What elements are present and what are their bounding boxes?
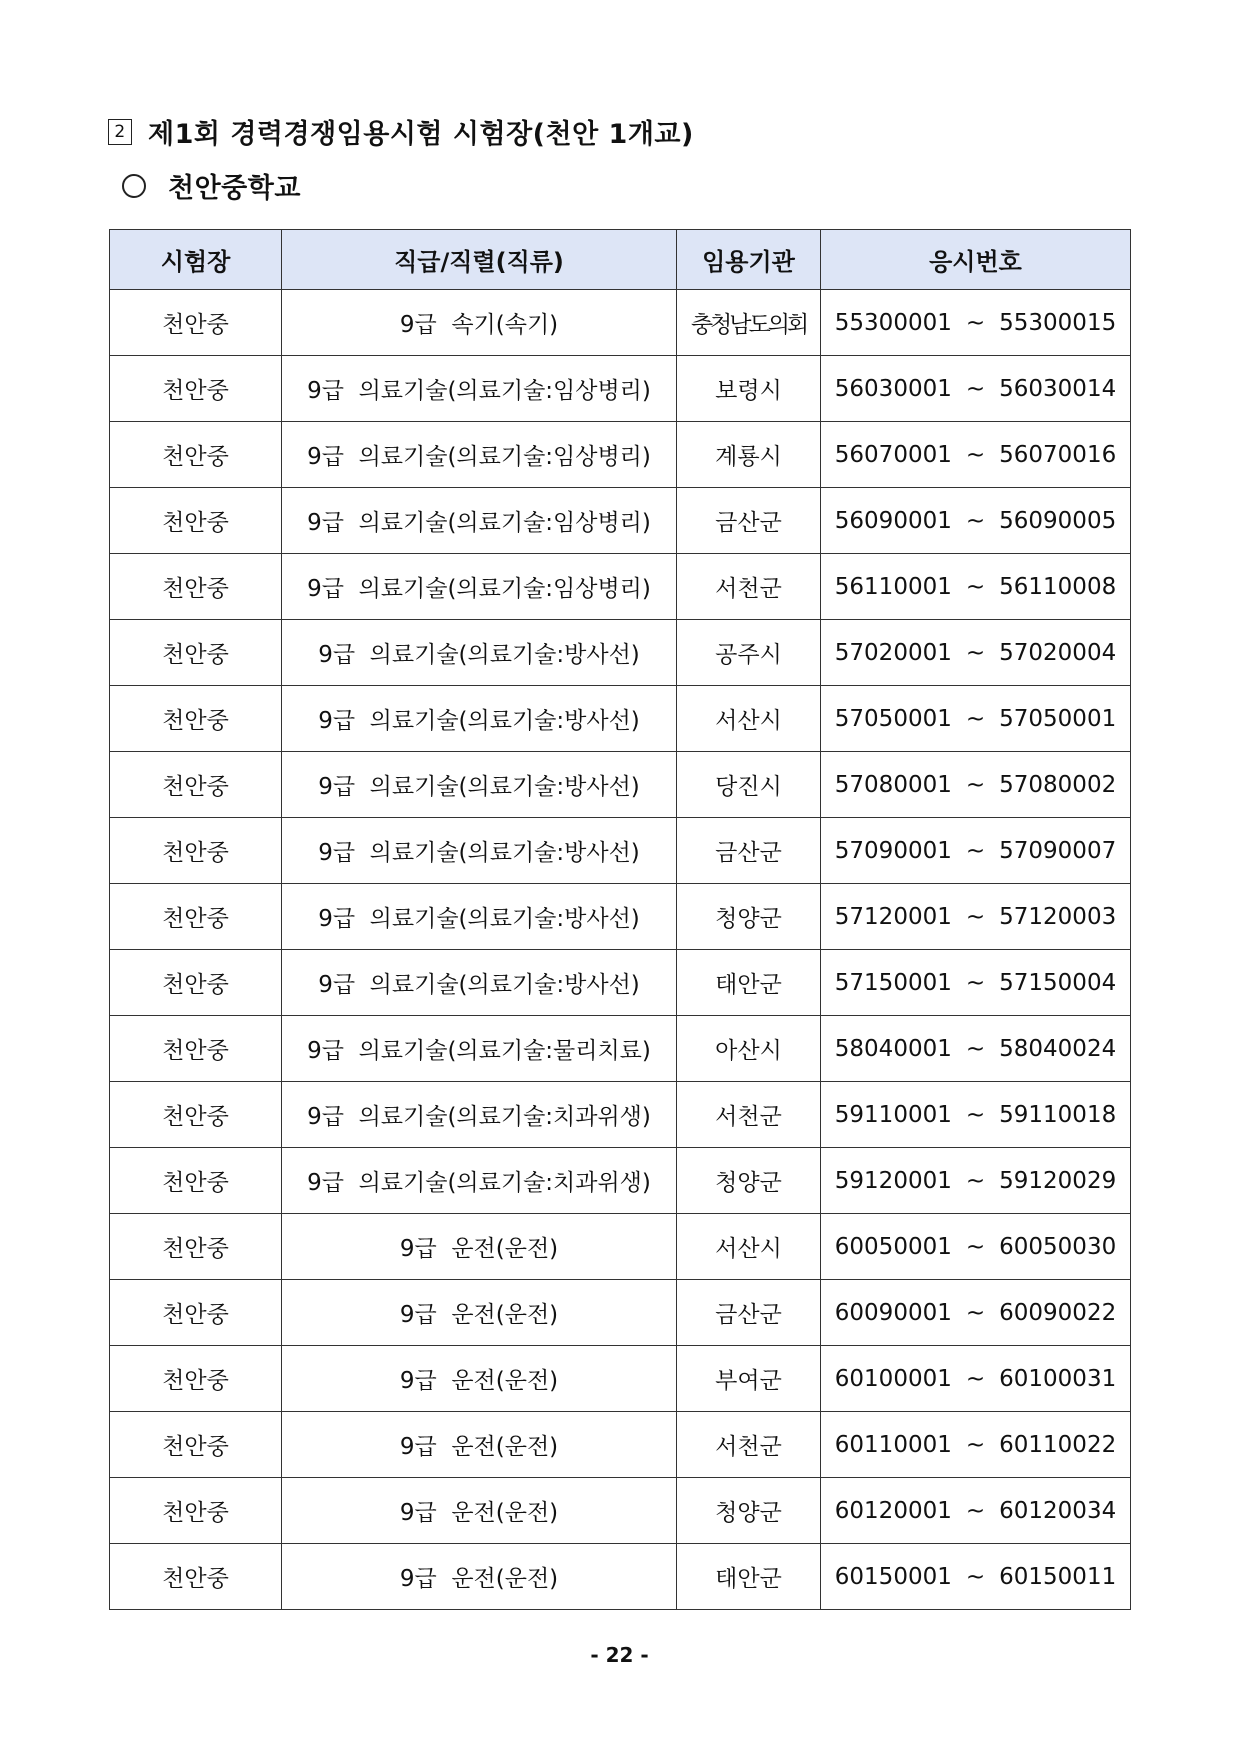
cell-position: 9급 속기(속기) [282,290,677,356]
cell-exam-number-range [821,488,1131,554]
exam-number-end: 56030014 [999,375,1117,402]
exam-number-start: 60110001 [834,1431,952,1458]
table-row [110,686,1131,752]
cell-agency: 아산시 [677,1016,821,1082]
cell-exam-number-range [821,1148,1131,1214]
exam-number-range [821,772,1130,798]
section-heading [108,112,694,151]
exam-number-range [821,1234,1130,1260]
exam-number-start: 56090001 [834,507,952,534]
range-separator: ~ [965,309,986,336]
cell-position: 9급 운전(운전) [282,1214,677,1280]
cell-position: 9급 의료기술(의료기술:방사선) [282,620,677,686]
cell-site: 천안중 [110,950,282,1016]
circle-bullet-icon [122,174,146,198]
range-separator: ~ [965,1563,986,1590]
range-separator: ~ [965,969,986,996]
exam-number-end: 60110022 [999,1431,1117,1458]
cell-site: 천안중 [110,620,282,686]
exam-number-start: 56070001 [834,441,952,468]
exam-number-start: 60100001 [834,1365,952,1392]
cell-agency: 부여군 [677,1346,821,1412]
exam-number-start: 60090001 [834,1299,952,1326]
cell-position: 9급 의료기술(의료기술:치과위생) [282,1148,677,1214]
cell-exam-number-range [821,752,1131,818]
cell-site: 천안중 [110,290,282,356]
cell-site: 천안중 [110,1478,282,1544]
cell-position: 9급 의료기술(의료기술:방사선) [282,686,677,752]
range-separator: ~ [965,1365,986,1392]
cell-position: 9급 의료기술(의료기술:방사선) [282,818,677,884]
range-separator: ~ [965,375,986,402]
exam-number-range [821,376,1130,402]
column-header-site: 시험장 [110,230,282,290]
exam-number-range [821,904,1130,930]
exam-number-start: 55300001 [834,309,952,336]
exam-number-range [821,1366,1130,1392]
cell-exam-number-range [821,686,1131,752]
exam-number-range [821,838,1130,864]
exam-number-range [821,1102,1130,1128]
exam-number-end: 58040024 [999,1035,1117,1062]
exam-number-end: 60090022 [999,1299,1117,1326]
cell-agency: 금산군 [677,488,821,554]
cell-position: 9급 운전(운전) [282,1544,677,1610]
cell-exam-number-range [821,1478,1131,1544]
range-separator: ~ [965,441,986,468]
column-header-agency: 임용기관 [677,230,821,290]
table-row [110,290,1131,356]
exam-number-end: 56090005 [999,507,1117,534]
table-row [110,620,1131,686]
cell-site: 천안중 [110,884,282,950]
exam-number-range [821,442,1130,468]
exam-number-range [821,1168,1130,1194]
cell-site: 천안중 [110,752,282,818]
cell-position: 9급 의료기술(의료기술:방사선) [282,752,677,818]
cell-position: 9급 운전(운전) [282,1478,677,1544]
exam-number-start: 59110001 [834,1101,952,1128]
exam-number-end: 60050030 [999,1233,1117,1260]
exam-number-end: 57020004 [999,639,1117,666]
table-row [110,1214,1131,1280]
column-header-exam-number: 응시번호 [821,230,1131,290]
cell-position: 9급 운전(운전) [282,1412,677,1478]
cell-agency: 서천군 [677,554,821,620]
cell-position: 9급 운전(운전) [282,1280,677,1346]
exam-number-range [821,1498,1130,1524]
exam-number-range [821,1036,1130,1062]
cell-agency: 청양군 [677,884,821,950]
cell-site: 천안중 [110,1544,282,1610]
exam-number-end: 57080002 [999,771,1117,798]
exam-number-start: 60120001 [834,1497,952,1524]
range-separator: ~ [965,771,986,798]
cell-site: 천안중 [110,686,282,752]
cell-agency: 청양군 [677,1148,821,1214]
exam-number-end: 57120003 [999,903,1117,930]
cell-agency: 서천군 [677,1082,821,1148]
cell-site: 천안중 [110,1082,282,1148]
section-number-box: 2 [108,119,132,145]
cell-position: 9급 의료기술(의료기술:물리치료) [282,1016,677,1082]
exam-number-range [821,310,1130,336]
cell-exam-number-range [821,620,1131,686]
table-row [110,818,1131,884]
cell-exam-number-range [821,950,1131,1016]
exam-number-start: 59120001 [834,1167,952,1194]
table-row [110,422,1131,488]
exam-number-end: 59110018 [999,1101,1117,1128]
cell-exam-number-range [821,1016,1131,1082]
cell-exam-number-range [821,1082,1131,1148]
cell-position: 9급 의료기술(의료기술:방사선) [282,884,677,950]
school-title: 천안중학교 [168,173,301,204]
range-separator: ~ [965,1431,986,1458]
cell-site: 천안중 [110,1016,282,1082]
table-row [110,1478,1131,1544]
exam-number-end: 55300015 [999,309,1117,336]
exam-number-start: 56110001 [834,573,952,600]
cell-exam-number-range [821,818,1131,884]
cell-position: 9급 의료기술(의료기술:치과위생) [282,1082,677,1148]
range-separator: ~ [965,639,986,666]
column-header-position: 직급/직렬(직류) [282,230,677,290]
range-separator: ~ [965,1035,986,1062]
section-title: 제1회 경력경쟁임용시험 시험장(천안 1개교) [148,119,694,150]
exam-number-range [821,1300,1130,1326]
exam-number-range [821,640,1130,666]
exam-number-start: 58040001 [834,1035,952,1062]
cell-position: 9급 의료기술(의료기술:방사선) [282,950,677,1016]
cell-position: 9급 운전(운전) [282,1346,677,1412]
cell-agency: 서산시 [677,686,821,752]
cell-exam-number-range [821,1346,1131,1412]
cell-exam-number-range [821,884,1131,950]
cell-exam-number-range [821,1214,1131,1280]
cell-agency: 금산군 [677,1280,821,1346]
exam-number-end: 59120029 [999,1167,1117,1194]
exam-site-table [109,229,1131,1610]
range-separator: ~ [965,1233,986,1260]
table-row [110,752,1131,818]
exam-number-end: 60150011 [999,1563,1117,1590]
cell-position: 9급 의료기술(의료기술:임상병리) [282,554,677,620]
exam-number-range [821,574,1130,600]
cell-agency: 서천군 [677,1412,821,1478]
cell-exam-number-range [821,356,1131,422]
range-separator: ~ [965,1167,986,1194]
range-separator: ~ [965,903,986,930]
cell-position: 9급 의료기술(의료기술:임상병리) [282,422,677,488]
page-number: - 22 - [590,1643,649,1667]
cell-site: 천안중 [110,1412,282,1478]
exam-number-end: 56110008 [999,573,1117,600]
range-separator: ~ [965,1299,986,1326]
exam-number-start: 57090001 [834,837,952,864]
cell-agency: 태안군 [677,1544,821,1610]
cell-agency: 당진시 [677,752,821,818]
table-row [110,1346,1131,1412]
table-row [110,950,1131,1016]
cell-position: 9급 의료기술(의료기술:임상병리) [282,488,677,554]
cell-site: 천안중 [110,1214,282,1280]
exam-number-start: 56030001 [834,375,952,402]
cell-site: 천안중 [110,1280,282,1346]
cell-exam-number-range [821,422,1131,488]
cell-site: 천안중 [110,554,282,620]
cell-exam-number-range [821,554,1131,620]
cell-exam-number-range [821,1544,1131,1610]
range-separator: ~ [965,573,986,600]
exam-number-end: 56070016 [999,441,1117,468]
cell-agency: 보령시 [677,356,821,422]
range-separator: ~ [965,1101,986,1128]
exam-number-end: 57090007 [999,837,1117,864]
cell-site: 천안중 [110,488,282,554]
table-row [110,1148,1131,1214]
exam-number-end: 60120034 [999,1497,1117,1524]
table-row [110,884,1131,950]
exam-number-range [821,508,1130,534]
exam-number-start: 57020001 [834,639,952,666]
table-header-row [110,230,1131,290]
cell-agency: 계룡시 [677,422,821,488]
table-row [110,1016,1131,1082]
table-row [110,356,1131,422]
exam-number-range [821,1564,1130,1590]
cell-site: 천안중 [110,1148,282,1214]
exam-number-end: 57150004 [999,969,1117,996]
cell-agency: 서산시 [677,1214,821,1280]
table-row [110,554,1131,620]
cell-agency: 태안군 [677,950,821,1016]
cell-exam-number-range [821,1280,1131,1346]
exam-number-start: 57050001 [834,705,952,732]
table-row [110,488,1131,554]
cell-agency: 공주시 [677,620,821,686]
exam-number-start: 57150001 [834,969,952,996]
school-heading [122,166,301,205]
cell-exam-number-range [821,1412,1131,1478]
cell-site: 천안중 [110,422,282,488]
range-separator: ~ [965,705,986,732]
cell-agency: 금산군 [677,818,821,884]
table-row [110,1412,1131,1478]
range-separator: ~ [965,837,986,864]
cell-agency: 청양군 [677,1478,821,1544]
range-separator: ~ [965,1497,986,1524]
cell-site: 천안중 [110,1346,282,1412]
exam-number-range [821,970,1130,996]
range-separator: ~ [965,507,986,534]
exam-number-start: 57080001 [834,771,952,798]
exam-number-start: 57120001 [834,903,952,930]
table-row [110,1544,1131,1610]
exam-number-range [821,706,1130,732]
cell-position: 9급 의료기술(의료기술:임상병리) [282,356,677,422]
cell-agency: 충청남도의회 [677,290,821,356]
table-row [110,1082,1131,1148]
cell-exam-number-range [821,290,1131,356]
cell-site: 천안중 [110,356,282,422]
table-row [110,1280,1131,1346]
exam-number-end: 57050001 [999,705,1117,732]
table-body [110,290,1131,1610]
exam-number-start: 60150001 [834,1563,952,1590]
exam-number-range [821,1432,1130,1458]
exam-number-start: 60050001 [834,1233,952,1260]
cell-site: 천안중 [110,818,282,884]
exam-number-end: 60100031 [999,1365,1117,1392]
